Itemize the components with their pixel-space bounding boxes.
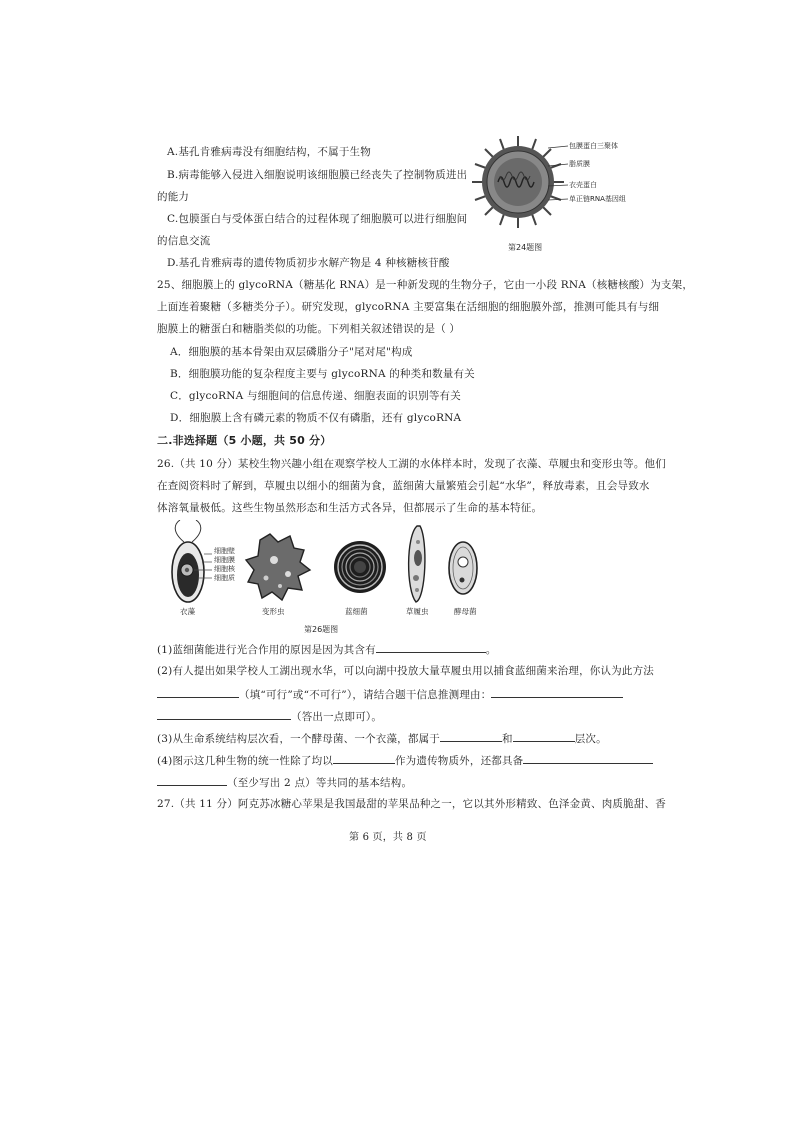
q26-sub4-line2	[157, 774, 412, 790]
q26-sub2-line3	[157, 708, 382, 724]
q27-stem-line1: 27.（共 11 分）阿克苏冰糖心苹果是我国最甜的苹果品种之一，它以其外形精致、色泽金黄、肉质脆甜、香	[157, 798, 666, 810]
q25-option-a: A．细胞膜的基本骨架由双层磷脂分子"尾对尾"构成	[170, 346, 413, 358]
q24-option-c: C.包膜蛋白与受体蛋白结合的过程体现了细胞膜可以进行细胞间	[167, 213, 468, 225]
q24-option-c-cont: 的信息交流	[157, 235, 211, 247]
q26-sub4-blank-1[interactable]	[333, 752, 395, 764]
q26-sub1	[157, 641, 496, 657]
q26-sub3-blank-1[interactable]	[440, 730, 502, 742]
chlamydomonas-drawing	[172, 520, 212, 602]
q26-sub3-blank-2[interactable]	[513, 730, 575, 742]
q26-sub2-line1: (2)有人提出如果学校人工湖出现水华，可以向湖中投放大量草履虫用以捕食蓝细菌来治理，你认为此方法	[157, 665, 654, 677]
q25-stem-line1: 25、细胞膜上的 glycoRNA（糖基化 RNA）是一种新发现的生物分子，它由一小段 RNA（核糖核酸）为支架，	[157, 279, 694, 291]
chlamy-label-nucleus: 细胞核	[214, 565, 235, 573]
virus-leader-lines	[548, 140, 568, 210]
organism-label-amoeba: 变形虫	[262, 607, 285, 616]
q26-sub1-text: (1)蓝细菌能进行光合作用的原因是因为其含有	[157, 644, 376, 656]
q26-sub3-text-a: (3)从生命系统结构层次看，一个酵母菌、一个衣藻，都属于	[157, 733, 440, 745]
chlamy-label-cell-membrane: 细胞膜	[214, 556, 235, 564]
q26-organisms-figure	[162, 520, 492, 605]
q26-sub4-blank-2-cont[interactable]	[157, 774, 227, 786]
q26-sub2-line3-text: （答出一点即可）。	[291, 711, 383, 723]
q25-option-b: B．细胞膜功能的复杂程度主要与 glycoRNA 的种类和数量有关	[170, 368, 475, 380]
amoeba-drawing	[246, 534, 310, 600]
q25-option-c: C．glycoRNA 与细胞间的信息传递、细胞表面的识别等有关	[170, 390, 461, 402]
q26-sub3-text-c: 层次。	[574, 733, 607, 745]
q26-sub2-reason-blank-cont[interactable]	[157, 708, 291, 720]
q24-option-d: D.基孔肯雅病毒的遗传物质初步水解产物是 4 种核糖核苷酸	[167, 257, 450, 269]
q26-sub2-reason-blank[interactable]	[491, 686, 623, 698]
q26-sub1-end: 。	[485, 644, 497, 656]
virus-label-envelope-protein: 包膜蛋白三聚体	[569, 142, 618, 150]
section-title: 二.非选择题（5 小题，共 50 分）	[157, 434, 332, 447]
organism-label-chlamydomonas: 衣藻	[180, 607, 195, 616]
cyanobacteria-drawing	[334, 541, 386, 593]
chlamy-label-cytoplasm: 细胞质	[214, 574, 235, 582]
q26-figure-caption: 第26题图	[304, 625, 339, 634]
paramecium-drawing	[409, 526, 425, 602]
q26-sub4-text-b: 作为遗传物质外，还都具备	[394, 755, 524, 767]
q24-option-a: A.基孔肯雅病毒没有细胞结构，不属于生物	[167, 146, 371, 158]
q26-sub4-text-c: （至少写出 2 点）等共同的基本结构。	[227, 777, 413, 789]
q26-sub3	[157, 730, 607, 746]
q24-option-b: B.病毒能够入侵进入细胞说明该细胞膜已经丧失了控制物质进出	[167, 169, 468, 181]
q26-intro-line2: 在查阅资料时了解到，草履虫以细小的细菌为食，蓝细菌大量繁殖会引起“水华”，释放毒素，且会导致水	[157, 480, 650, 492]
organism-label-cyanobacteria: 蓝细菌	[345, 607, 368, 616]
q26-sub2-line2-text: （填“可行”或“不可行”），请结合题干信息推测理由：	[239, 689, 492, 701]
page-footer: 第 6 页，共 8 页	[349, 832, 427, 843]
yeast-drawing	[449, 542, 477, 594]
q26-sub4	[157, 752, 653, 768]
q26-sub4-text-a: (4)图示这几种生物的统一性除了均以	[157, 755, 333, 767]
q26-sub4-blank-2[interactable]	[523, 752, 653, 764]
virus-label-capsid: 衣壳蛋白	[569, 181, 597, 189]
q25-stem-line2: 上面连着聚糖（多糖类分子）。研究发现，glycoRNA 主要富集在活细胞的细胞膜外部，推测可能具有与细	[157, 301, 660, 313]
q24-option-b-cont: 的能力	[157, 191, 190, 203]
q26-sub2-choice-blank[interactable]	[157, 686, 239, 698]
chlamy-label-cell-wall: 细胞壁	[214, 547, 235, 555]
q26-intro-line3: 体溶氧量极低。这些生物虽然形态和生活方式各异，但都展示了生命的基本特征。	[157, 502, 543, 514]
q26-sub1-answer-blank[interactable]	[376, 641, 486, 653]
q26-sub2-line2	[157, 686, 623, 702]
q25-option-d: D．细胞膜上含有磷元素的物质不仅有磷脂，还有 glycoRNA	[170, 412, 462, 424]
virus-label-rna-genome: 单正链RNA基因组	[569, 195, 626, 203]
organism-label-paramecium: 草履虫	[406, 607, 429, 616]
virus-label-lipid-membrane: 脂质膜	[569, 160, 590, 168]
virus-figure-caption: 第24题图	[508, 243, 543, 252]
q25-stem-line3: 胞膜上的糖蛋白和糖脂类似的功能。下列相关叙述错误的是（ ）	[157, 323, 461, 335]
organism-label-yeast: 酵母菌	[454, 607, 477, 616]
q26-intro-line1: 26.（共 10 分）某校生物兴趣小组在观察学校人工湖的水体样本时，发现了衣藻、草履虫和变形虫等。他们	[157, 458, 666, 470]
q26-sub3-text-b: 和	[501, 733, 513, 745]
